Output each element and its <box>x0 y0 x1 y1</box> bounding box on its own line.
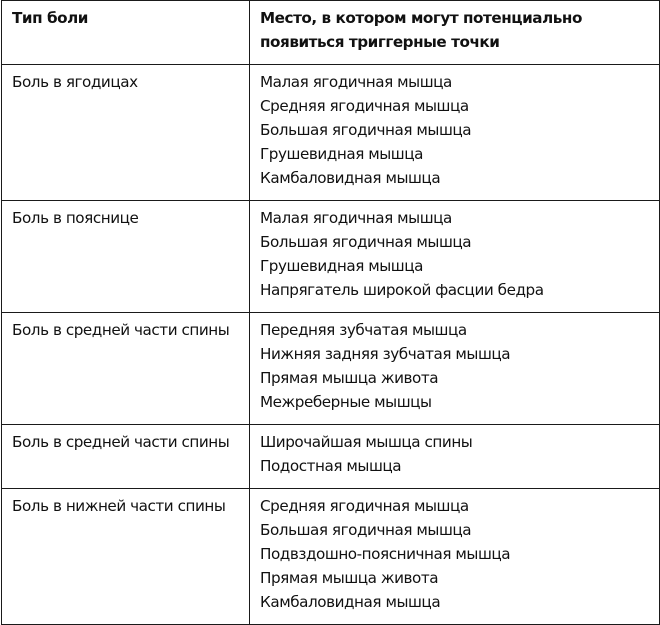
muscle-item: Малая ягодичная мышца <box>260 209 452 227</box>
pain-type-cell: Боль в нижней части спины <box>2 489 250 625</box>
muscle-item: Напрягатель широкой фасции бедра <box>260 281 544 299</box>
muscle-item: Подостная мышца <box>260 457 402 475</box>
muscles-cell <box>250 425 660 489</box>
pain-type-cell: Боль в пояснице <box>2 201 250 313</box>
muscles-cell <box>250 313 660 425</box>
table-row <box>2 313 660 425</box>
pain-type-cell: Боль в средней части спины <box>2 425 250 489</box>
table-row <box>2 65 660 201</box>
muscle-item: Камбаловидная мышца <box>260 593 441 611</box>
muscle-item: Камбаловидная мышца <box>260 169 441 187</box>
muscle-item: Малая ягодичная мышца <box>260 73 452 91</box>
muscle-item: Межреберные мышцы <box>260 393 432 411</box>
muscles-cell <box>250 201 660 313</box>
muscles-cell <box>250 489 660 625</box>
muscle-item: Нижняя задняя зубчатая мышца <box>260 345 511 363</box>
muscle-item: Средняя ягодичная мышца <box>260 97 469 115</box>
muscle-item: Грушевидная мышца <box>260 257 423 275</box>
header-row <box>2 1 660 65</box>
pain-type-cell: Боль в ягодицах <box>2 65 250 201</box>
muscle-item: Грушевидная мышца <box>260 145 423 163</box>
muscle-item: Большая ягодичная мышца <box>260 121 472 139</box>
table-row <box>2 425 660 489</box>
muscle-item: Прямая мышца живота <box>260 569 439 587</box>
trigger-points-table <box>1 0 660 625</box>
muscle-item: Передняя зубчатая мышца <box>260 321 467 339</box>
header-pain-type: Тип боли <box>2 1 250 65</box>
header-trigger-location: Место, в котором могут потенциально появиться триггерные точки <box>250 1 660 65</box>
table-row <box>2 201 660 313</box>
muscle-item: Подвздошно-поясничная мышца <box>260 545 511 563</box>
muscle-item: Средняя ягодичная мышца <box>260 497 469 515</box>
muscle-item: Прямая мышца живота <box>260 369 439 387</box>
muscles-cell <box>250 65 660 201</box>
muscle-item: Большая ягодичная мышца <box>260 521 472 539</box>
muscle-item: Большая ягодичная мышца <box>260 233 472 251</box>
pain-type-cell: Боль в средней части спины <box>2 313 250 425</box>
table-row <box>2 489 660 625</box>
muscle-item: Широчайшая мышца спины <box>260 433 473 451</box>
